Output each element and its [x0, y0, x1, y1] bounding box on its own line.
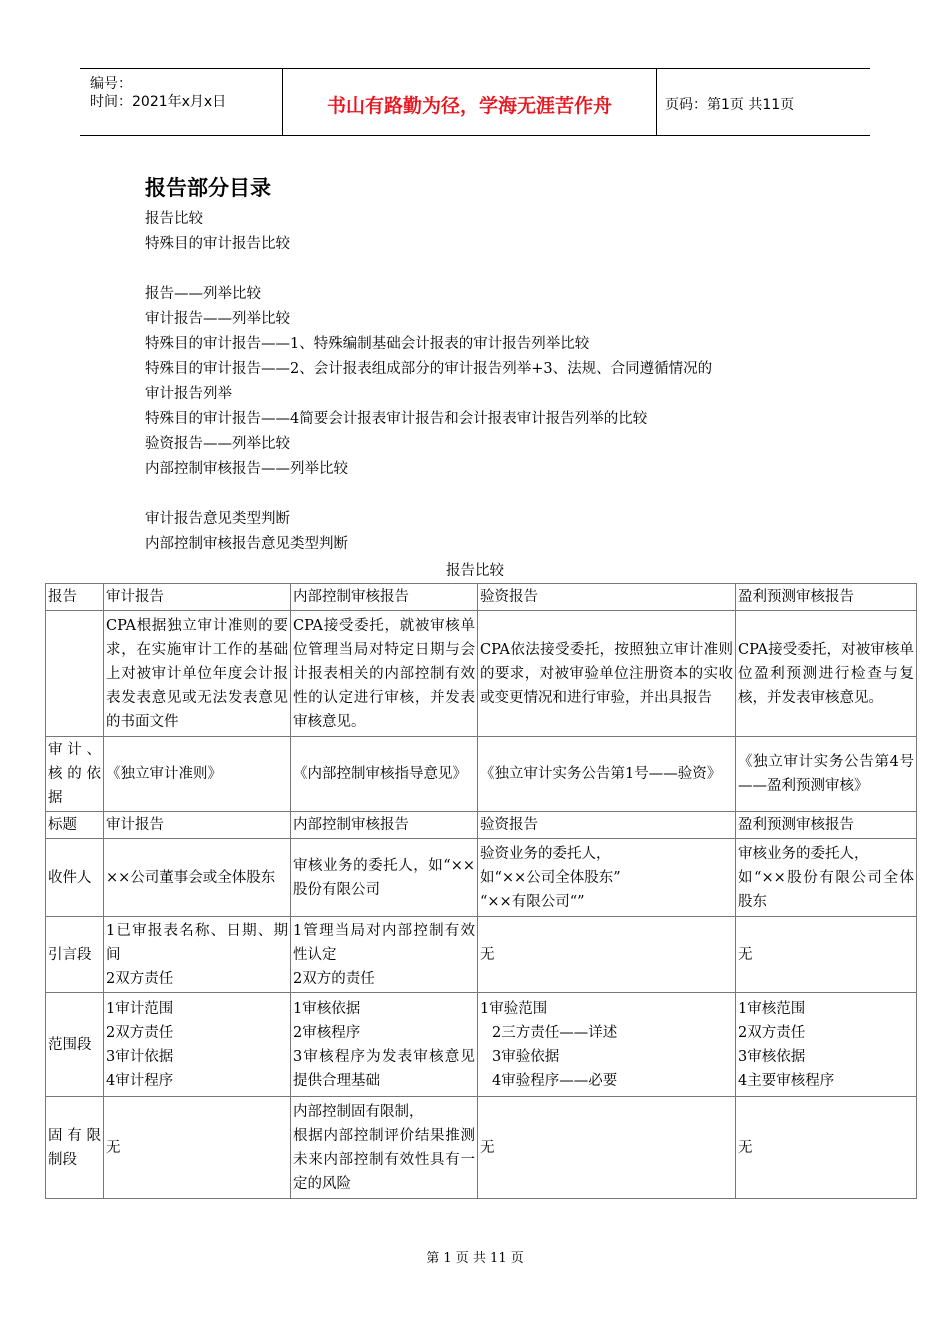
row-label: 引言段 [46, 917, 104, 993]
cell-line: 审核业务的委托人，如“××股份有限公司 [293, 857, 475, 898]
table-cell [291, 993, 478, 1097]
table-cell [291, 737, 478, 812]
cell-line: 3审核程序为发表审核意见提供合理基础 [293, 1048, 475, 1089]
table-body [46, 584, 917, 1199]
toc-item: 内部控制审核报告意见类型判断 [145, 536, 348, 552]
row-label: 标题 [46, 812, 104, 839]
toc-item: 特殊目的审计报告比较 [145, 236, 290, 252]
table-cell [104, 839, 291, 917]
table-cell [104, 812, 291, 839]
toc-item: 验资报告——列举比较 [145, 436, 290, 452]
page-header [80, 68, 870, 136]
cell-line: 审计报告 [106, 817, 164, 833]
cell-line: 根据内部控制评价结果推测未来内部控制有效性具有一定的风险 [293, 1127, 475, 1192]
table-row [46, 839, 917, 917]
column-header: 审计报告 [104, 584, 291, 611]
cell-line: 2审核程序 [293, 1024, 361, 1041]
cell-line: 4审验程序——必要 [492, 1072, 618, 1089]
toc-title: 报告部分目录 [145, 176, 271, 200]
table-cell [736, 1097, 917, 1199]
cell-line: 如“××公司全体股东” [480, 869, 621, 886]
column-header: 验资报告 [478, 584, 736, 611]
table-header-row [46, 584, 917, 611]
cell-line: 验资报告 [480, 817, 538, 833]
toc-list [145, 207, 825, 557]
row-label: 范围段 [46, 993, 104, 1097]
table-row [46, 737, 917, 812]
table-cell [291, 812, 478, 839]
cell-line: 1审计范围 [106, 1000, 174, 1017]
cell-line: 无 [480, 1139, 495, 1156]
column-header: 盈利预测审核报告 [736, 584, 917, 611]
toc-item: 特殊目的审计报告——1、特殊编制基础会计报表的审计报告列举比较 [145, 336, 590, 352]
cell-line: 审核业务的委托人， [738, 845, 869, 862]
cell-line: 1审验范围 [480, 1000, 548, 1017]
header-page-info: 页码：第1页 共11页 [665, 97, 795, 113]
table-cell [478, 917, 736, 993]
cell-line: 2双方责任 [106, 970, 174, 987]
header-motto-cell [282, 69, 657, 135]
cell-line: 4主要审核程序 [738, 1072, 835, 1089]
cell-line: 《独立审计准则》 [106, 766, 222, 782]
table-cell [291, 611, 478, 737]
comparison-table [45, 583, 917, 1199]
toc-item: 审计报告列举 [145, 386, 232, 402]
cell-line: 《独立审计实务公告第1号——验资》 [480, 766, 722, 782]
cell-line: 无 [106, 1139, 121, 1156]
row-label: 收件人 [46, 839, 104, 917]
cell-line: 2双方的责任 [293, 970, 375, 987]
cell-line: 1审核依据 [293, 1000, 361, 1017]
cell-line: 3审计依据 [106, 1048, 174, 1065]
row-label: 固有限制段 [46, 1097, 104, 1199]
cell-line: CPA根据独立审计准则的要求，在实施审计工作的基础上对被审计单位年度会计报表发表意见或无法发表意见的书面文件 [106, 617, 288, 730]
toc-item: 特殊目的审计报告——2、会计报表组成部分的审计报告列举+3、法规、合同遵循情况的 [145, 361, 713, 377]
table-cell [478, 1097, 736, 1199]
cell-line: 2双方责任 [738, 1024, 806, 1041]
cell-line: 3审验依据 [492, 1048, 560, 1065]
table-cell [291, 1097, 478, 1199]
cell-line: 4审计程序 [106, 1072, 174, 1089]
header-motto: 书山有路勤为径，学海无涯苦作舟 [326, 95, 612, 117]
table-row [46, 1097, 917, 1199]
toc-item: 内部控制审核报告——列举比较 [145, 461, 348, 477]
cell-line: 2双方责任 [106, 1024, 174, 1041]
toc-item: 报告——列举比较 [145, 286, 261, 302]
column-header: 报告 [46, 584, 104, 611]
cell-line: 无 [480, 946, 495, 963]
table-cell [736, 917, 917, 993]
row-label [46, 611, 104, 737]
column-header: 内部控制审核报告 [291, 584, 478, 611]
table-row [46, 993, 917, 1097]
cell-line: 1已审报表名称、日期、期间 [106, 922, 288, 963]
cell-line: CPA接受委托，对被审核单位盈利预测进行检查与复核，并发表审核意见。 [738, 641, 914, 706]
table-row [46, 917, 917, 993]
table-cell [478, 839, 736, 917]
table-caption: 报告比较 [446, 563, 504, 579]
table-cell [736, 737, 917, 812]
table-cell [104, 737, 291, 812]
toc-item: 审计报告——列举比较 [145, 311, 290, 327]
document-number: 编号： [90, 76, 132, 92]
cell-line: 内部控制审核报告 [293, 817, 409, 833]
cell-line: 内部控制固有限制， [293, 1103, 424, 1120]
table-cell [478, 737, 736, 812]
cell-line: 无 [738, 1139, 753, 1156]
document-date: 时间：2021年x月x日 [90, 94, 227, 110]
cell-line: 无 [738, 946, 753, 963]
cell-line: CPA依法接受委托，按照独立审计准则的要求，对被审验单位注册资本的实收或变更情况和进行审验，并出具报告 [480, 641, 733, 706]
table-cell [478, 611, 736, 737]
cell-line: 《独立审计实务公告第4号——盈利预测审核》 [738, 754, 914, 794]
header-page-cell [655, 69, 870, 135]
cell-line: 1管理当局对内部控制有效性认定 [293, 922, 475, 963]
cell-line: 盈利预测审核报告 [738, 817, 854, 833]
table-cell [736, 611, 917, 737]
table-cell [478, 812, 736, 839]
table-cell [104, 1097, 291, 1199]
cell-line: 3审核依据 [738, 1048, 806, 1065]
cell-line: ××公司董事会或全体股东 [106, 869, 276, 886]
toc-item: 特殊目的审计报告——4简要会计报表审计报告和会计报表审计报告列举的比较 [145, 411, 648, 427]
cell-line: 1审核范围 [738, 1000, 806, 1017]
table-row [46, 611, 917, 737]
cell-line: CPA接受委托，就被审核单位管理当局对特定日期与会计报表相关的内部控制有效性的认定进行审核，并发表审核意见。 [293, 617, 475, 730]
table-cell [736, 993, 917, 1097]
table-cell [291, 917, 478, 993]
cell-line: 2三方责任——详述 [492, 1024, 618, 1041]
table-cell [736, 839, 917, 917]
table-cell [736, 812, 917, 839]
header-meta [80, 69, 282, 135]
table-cell [104, 611, 291, 737]
toc-spacer [145, 482, 825, 507]
cell-line: 验资业务的委托人， [480, 845, 611, 862]
table-row [46, 812, 917, 839]
table-cell [478, 993, 736, 1097]
table-cell [291, 839, 478, 917]
cell-line: 如“××股份有限公司全体股东 [738, 869, 914, 910]
row-label: 审计、核的依据 [46, 737, 104, 812]
cell-line: “××有限公司“” [480, 893, 585, 910]
page-footer: 第 1 页 共 11 页 [426, 1251, 524, 1266]
cell-line: 《内部控制审核指导意见》 [293, 766, 467, 782]
toc-item: 审计报告意见类型判断 [145, 511, 290, 527]
table-cell [104, 993, 291, 1097]
toc-item: 报告比较 [145, 211, 203, 227]
toc-spacer [145, 257, 825, 282]
table-cell [104, 917, 291, 993]
